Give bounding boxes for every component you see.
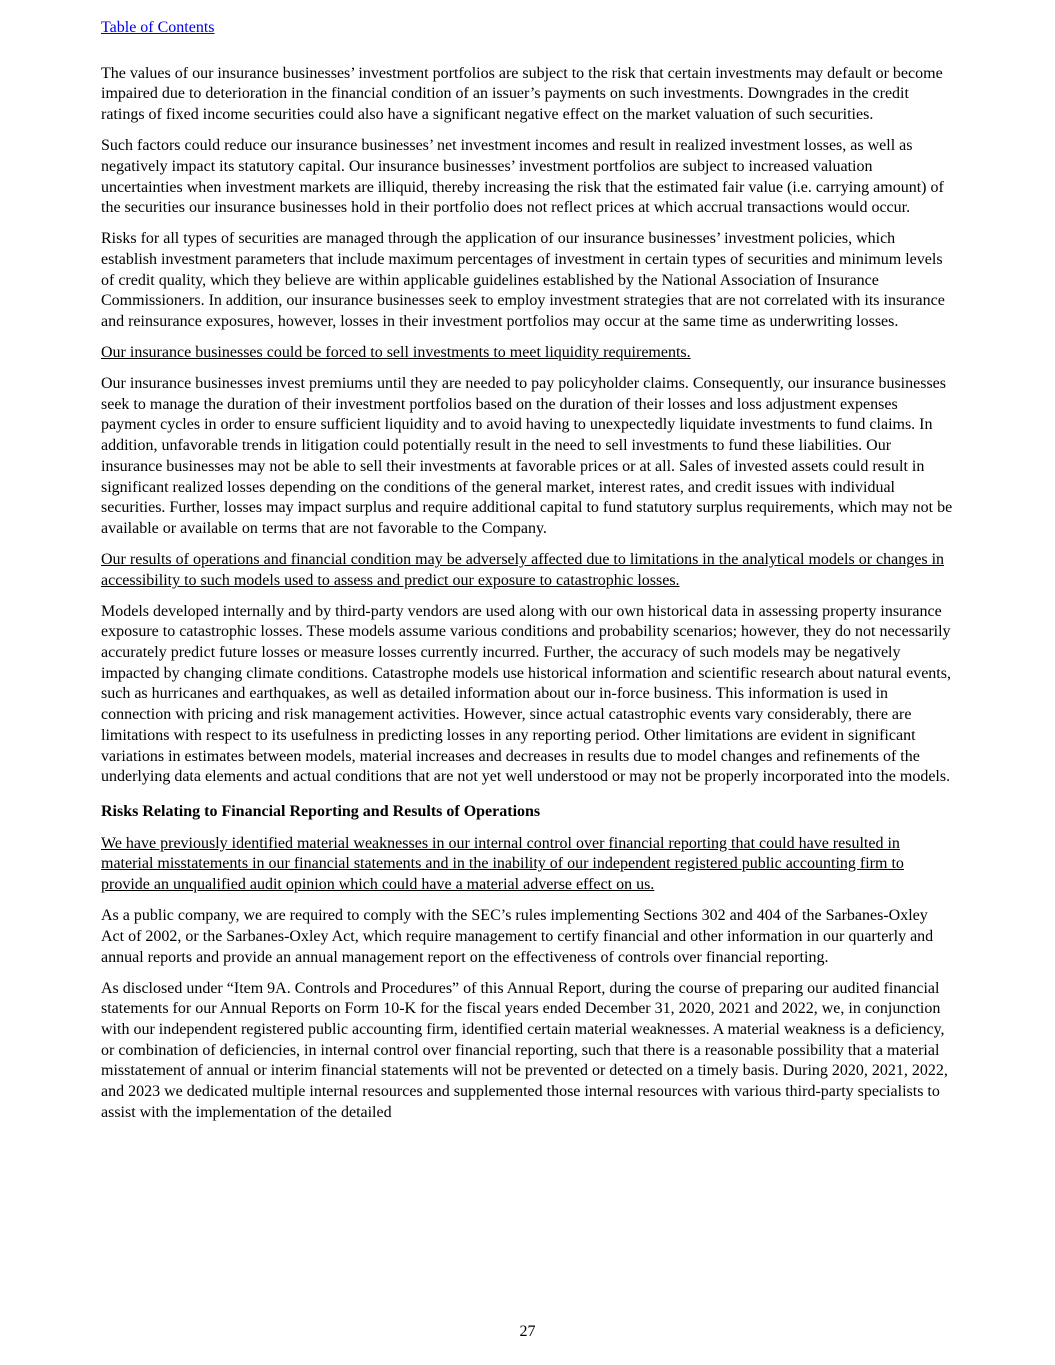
table-of-contents-link[interactable]: Table of Contents bbox=[101, 19, 215, 36]
paragraph-controls-procedures: As disclosed under “Item 9A. Controls and Procedures” of this Annual Report, during the course of preparing our audited financial statements for our Annual Reports on Form 10-K for the fiscal years ended December 31, 2020, 2021 and 2022, we, in conjunction with our independent registered public accounting firm, identified certain material weaknesses. A material weakness is a deficiency, or combination of deficiencies, in internal control over financial reporting, such that there is a reasonable possibility that a material misstatement of annual or interim financial statements will not be prevented or detected on a timely basis. During 2020, 2021, 2022, and 2023 we dedicated multiple internal resources and supplemented those internal resources with various third-party specialists to assist with the implementation of the detailed bbox=[101, 979, 948, 1121]
section-heading-financial-reporting: Risks Relating to Financial Reporting and Results of Operations bbox=[101, 802, 541, 820]
page-body bbox=[101, 64, 953, 1124]
page-number: 27 bbox=[519, 1323, 536, 1340]
document-page bbox=[101, 18, 953, 1134]
paragraph-portfolio-risk: The values of our insurance businesses’ investment portfolios are subject to the risk that certain investments may default or become impaired due to deterioration in the financial condition of an issuer’s payments on such investments. Downgrades in the credit ratings of fixed income securities could also have a significant negative effect on the market valuation of such securities. bbox=[101, 64, 943, 124]
subheading-liquidity-risk: Our insurance businesses could be forced to sell investments to meet liquidity requirements. bbox=[101, 344, 691, 362]
paragraph-liquidity: Our insurance businesses invest premiums until they are needed to pay policyholder claims. Consequently, our insurance businesses seek to manage the duration of their investment portfolios based on the duration of their losses and loss adjustment expenses payment cycles in order to ensure sufficient liquidity and to avoid having to unexpectedly liquidate investments to fund claims. In addition, unfavorable trends in litigation could potentially result in the need to sell investments to fund these liabilities. Our insurance businesses may not be able to sell their investments at favorable prices or at all. Sales of invested assets could result in significant realized losses depending on the conditions of the general market, interest rates, and credit issues with individual securities. Further, losses may impact surplus and require additional capital to fund statutory surplus requirements, which may not be available or available on terms that are not favorable to the Company. bbox=[101, 375, 953, 537]
paragraph-sarbanes-oxley: As a public company, we are required to comply with the SEC’s rules implementing Sections 302 and 404 of the Sarbanes-Oxley Act of 2002, or the Sarbanes-Oxley Act, which require management to certify financial and other information in our quarterly and annual reports and provide an annual management report on the effectiveness of controls over financial reporting. bbox=[101, 907, 934, 966]
paragraph-investment-losses: Such factors could reduce our insurance businesses’ net investment incomes and result in realized investment losses, as well as negatively impact its statutory capital. Our insurance businesses’ investment portfolios are subject to increased valuation uncertainties when investment markets are illiquid, thereby increasing the risk that the estimated fair value (i.e. carrying amount) of the securities our insurance businesses hold in their portfolio does not reflect prices at which accrual transactions would occur. bbox=[101, 137, 944, 217]
subheading-analytical-models: Our results of operations and financial condition may be adversely affected due to limitations in the analytical models or changes in accessibility to such models used to assess and predict our exposure to catastrophic losses. bbox=[101, 550, 945, 589]
paragraph-investment-policies: Risks for all types of securities are managed through the application of our insurance businesses’ investment policies, which establish investment parameters that include maximum percentages of investment in certain types of securities and minimum levels of credit quality, which they believe are within applicable guidelines established by the National Association of Insurance Commissioners. In addition, our insurance businesses seek to employ investment strategies that are not correlated with its insurance and reinsurance exposures, however, losses in their investment portfolios may occur at the same time as underwriting losses. bbox=[101, 230, 945, 331]
paragraph-catastrophe-models: Models developed internally and by third-party vendors are used along with our own historical data in assessing property insurance exposure to catastrophic losses. These models assume various conditions and probability scenarios; however, they do not necessarily accurately predict future losses or measure losses currently incurred. Further, the accuracy of such models may be negatively impacted by changing climate conditions. Catastrophe models use historical information and scientific research about natural events, such as hurricanes and earthquakes, as well as detailed information about our in-force business. This information is used in connection with pricing and risk management activities. However, since actual catastrophic events vary considerably, there are limitations with respect to its usefulness in predicting losses in any reporting period. Other limitations are evident in significant variations in estimates between models, material increases and decreases in results due to model changes and refinements of the underlying data elements and actual conditions that are not yet well understood or may not be properly incorporated into the models. bbox=[101, 602, 951, 786]
subheading-material-weaknesses: We have previously identified material weaknesses in our internal control over financial reporting that could have resulted in material misstatements in our financial statements and in the inability of our independent registered public accounting firm to provide an unqualified audit opinion which could have a material adverse effect on us. bbox=[101, 834, 904, 894]
